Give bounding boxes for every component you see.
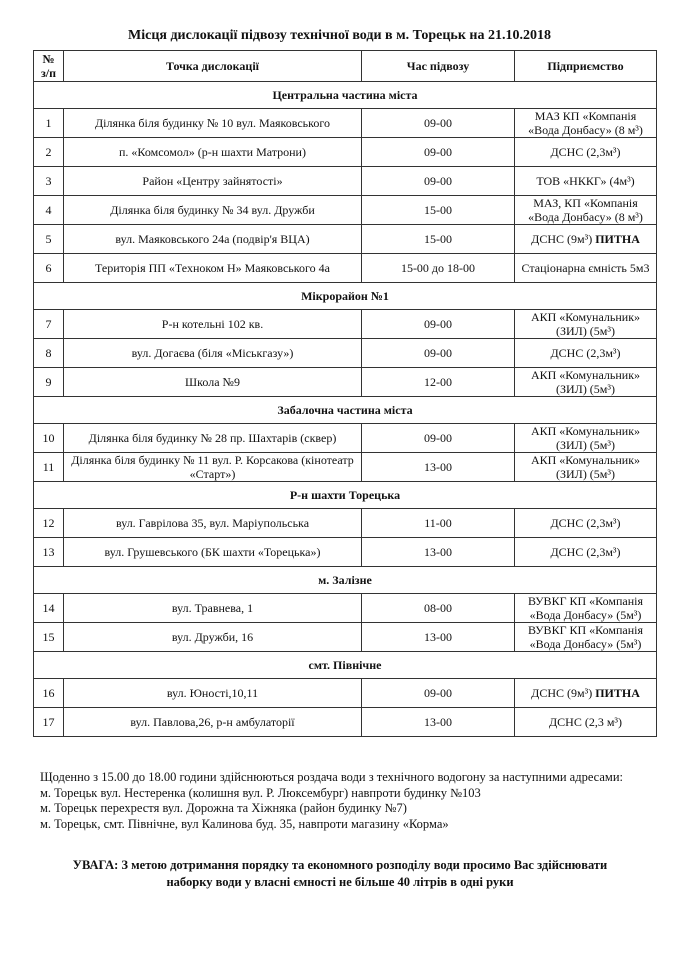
row-time: 12-00: [362, 368, 515, 397]
row-point: Ділянка біля будинку № 28 пр. Шахтарів (сквер): [64, 424, 362, 453]
table-row: [34, 310, 657, 339]
row-point: вул. Дружби, 16: [64, 623, 362, 652]
table-row: [34, 623, 657, 652]
row-time: 08-00: [362, 594, 515, 623]
row-point: Школа №9: [64, 368, 362, 397]
row-enterprise: [515, 310, 657, 339]
row-number: 11: [34, 453, 64, 482]
table-row: [34, 538, 657, 567]
table-row: [34, 339, 657, 368]
row-point: Район «Центру зайнятості»: [64, 167, 362, 196]
table-row: [34, 167, 657, 196]
enterprise-text: МАЗ КП «Компанія «Вода Донбасу» (8 м³): [528, 109, 643, 137]
enterprise-text: Стаціонарна ємність 5м3: [521, 261, 650, 275]
table-row: [34, 254, 657, 283]
header-number: № з/п: [34, 51, 64, 82]
enterprise-text: ДСНС (2,3 м³): [548, 715, 623, 729]
enterprise-text: ДСНС (2,3м³): [550, 545, 621, 559]
row-time: 13-00: [362, 708, 515, 737]
table-row: [34, 225, 657, 254]
row-enterprise: [515, 254, 657, 283]
potable-label: ПИТНА: [595, 232, 640, 246]
enterprise-text: ДСНС (2,3м³): [550, 516, 621, 530]
section-row: [34, 482, 657, 509]
row-number: 1: [34, 109, 64, 138]
row-number: 4: [34, 196, 64, 225]
row-enterprise: [515, 538, 657, 567]
table-row: [34, 424, 657, 453]
row-enterprise: [515, 339, 657, 368]
section-title: м. Залізне: [34, 567, 657, 594]
table-header-row: [34, 51, 657, 82]
section-title: Р-н шахти Торецька: [34, 482, 657, 509]
row-number: 14: [34, 594, 64, 623]
row-time: 09-00: [362, 679, 515, 708]
header-point: Точка дислокації: [64, 51, 362, 82]
row-time: 15-00 до 18-00: [362, 254, 515, 283]
row-point: Р-н котельні 102 кв.: [64, 310, 362, 339]
row-time: 09-00: [362, 109, 515, 138]
row-enterprise: [515, 138, 657, 167]
enterprise-text: АКП «Комунальник» (ЗИЛ) (5м³): [530, 453, 641, 481]
row-time: 13-00: [362, 623, 515, 652]
row-point: вул. Маяковського 24а (подвір'я ВЦА): [64, 225, 362, 254]
row-time: 09-00: [362, 339, 515, 368]
note-line: Щоденно з 15.00 до 18.00 години здійснюються роздача води з технічного водогону за наступними адресами:: [40, 770, 624, 784]
row-number: 7: [34, 310, 64, 339]
row-time: 13-00: [362, 538, 515, 567]
table-row: [34, 679, 657, 708]
row-number: 10: [34, 424, 64, 453]
header-enterprise: Підприємство: [515, 51, 657, 82]
row-enterprise: [515, 453, 657, 482]
row-time: 13-00: [362, 453, 515, 482]
enterprise-text: ТОВ «НККГ» (4м³): [536, 174, 635, 188]
row-enterprise: [515, 225, 657, 254]
row-enterprise: [515, 594, 657, 623]
enterprise-text: АКП «Комунальник» (ЗИЛ) (5м³): [530, 310, 641, 338]
row-number: 6: [34, 254, 64, 283]
note-line: м. Торецьк перехрестя вул. Дорожна та Хіжняка (район будинку №7): [40, 801, 407, 815]
header-time: Час підвозу: [362, 51, 515, 82]
enterprise-text: АКП «Комунальник» (ЗИЛ) (5м³): [530, 368, 641, 396]
row-enterprise: [515, 424, 657, 453]
row-point: вул. Грушевського (БК шахти «Торецька»): [64, 538, 362, 567]
enterprise-text: ВУВКГ КП «Компанія «Вода Донбасу» (5м³): [528, 594, 643, 622]
row-point: вул. Гаврілова 35, вул. Маріупольська: [64, 509, 362, 538]
enterprise-text: МАЗ, КП «Компанія «Вода Донбасу» (8 м³): [528, 196, 643, 224]
row-point: вул. Догаєва (біля «Міськгазу»): [64, 339, 362, 368]
row-time: 09-00: [362, 138, 515, 167]
table-row: [34, 368, 657, 397]
row-time: 09-00: [362, 167, 515, 196]
table-body: [34, 82, 657, 737]
row-time: 15-00: [362, 225, 515, 254]
table-row: [34, 453, 657, 482]
enterprise-text: ВУВКГ КП «Компанія «Вода Донбасу» (5м³): [528, 623, 643, 651]
row-point: Ділянка біля будинку № 10 вул. Маяковського: [64, 109, 362, 138]
section-title: смт. Північне: [34, 652, 657, 679]
section-title: Забалочна частина міста: [34, 397, 657, 424]
row-point: Територія ПП «Техноком Н» Маяковського 4а: [64, 254, 362, 283]
row-enterprise: [515, 368, 657, 397]
section-row: [34, 82, 657, 109]
row-number: 15: [34, 623, 64, 652]
table-row: [34, 594, 657, 623]
table-row: [34, 138, 657, 167]
enterprise-text: ДСНС (2,3м³): [550, 145, 621, 159]
note-line: м. Торецьк, смт. Північне, вул Калинова буд. 35, навпроти магазину «Корма»: [40, 816, 449, 831]
warning-text: УВАГА: З метою дотримання порядку та економного розподілу води просимо Вас здійснювати наборку води у власні ємності не більше 40 літрів в одні руки: [72, 858, 608, 889]
enterprise-text: ДСНС (9м³): [531, 686, 593, 700]
row-number: 5: [34, 225, 64, 254]
section-row: [34, 283, 657, 310]
document-title: Місця дислокації підвозу технічної води в м. Торецьк на 21.10.2018: [128, 28, 551, 43]
enterprise-text: ДСНС (9м³): [531, 232, 593, 246]
section-row: [34, 652, 657, 679]
section-title: Центральна частина міста: [34, 82, 657, 109]
section-title: Мікрорайон №1: [34, 283, 657, 310]
row-enterprise: [515, 196, 657, 225]
row-number: 8: [34, 339, 64, 368]
note-line: м. Торецьк вул. Нестеренка (колишня вул. Р. Люксембург) навпроти будинку №103: [40, 785, 481, 800]
row-point: вул. Травнева, 1: [64, 594, 362, 623]
row-enterprise: [515, 623, 657, 652]
row-time: 09-00: [362, 310, 515, 339]
row-time: 11-00: [362, 509, 515, 538]
schedule-table: [33, 50, 657, 737]
row-point: п. «Комсомол» (р-н шахти Матрони): [64, 138, 362, 167]
potable-label: ПИТНА: [595, 686, 640, 700]
row-number: 3: [34, 167, 64, 196]
row-time: 09-00: [362, 424, 515, 453]
notes-block: [40, 770, 660, 832]
row-enterprise: [515, 109, 657, 138]
row-point: вул. Юності,10,11: [64, 679, 362, 708]
row-enterprise: [515, 509, 657, 538]
table-row: [34, 708, 657, 737]
row-enterprise: [515, 708, 657, 737]
row-time: 15-00: [362, 196, 515, 225]
table-row: [34, 509, 657, 538]
row-number: 16: [34, 679, 64, 708]
row-number: 12: [34, 509, 64, 538]
row-point: Ділянка біля будинку № 34 вул. Дружби: [64, 196, 362, 225]
section-row: [34, 567, 657, 594]
row-number: 13: [34, 538, 64, 567]
row-number: 17: [34, 708, 64, 737]
row-point: Ділянка біля будинку № 11 вул. Р. Корсакова (кінотеатр «Старт»): [64, 453, 362, 482]
row-number: 9: [34, 368, 64, 397]
enterprise-text: АКП «Комунальник» (ЗИЛ) (5м³): [530, 424, 641, 452]
enterprise-text: ДСНС (2,3м³): [550, 346, 621, 360]
section-row: [34, 397, 657, 424]
row-enterprise: [515, 679, 657, 708]
row-number: 2: [34, 138, 64, 167]
row-enterprise: [515, 167, 657, 196]
table-row: [34, 196, 657, 225]
row-point: вул. Павлова,26, р-н амбулаторії: [64, 708, 362, 737]
table-row: [34, 109, 657, 138]
